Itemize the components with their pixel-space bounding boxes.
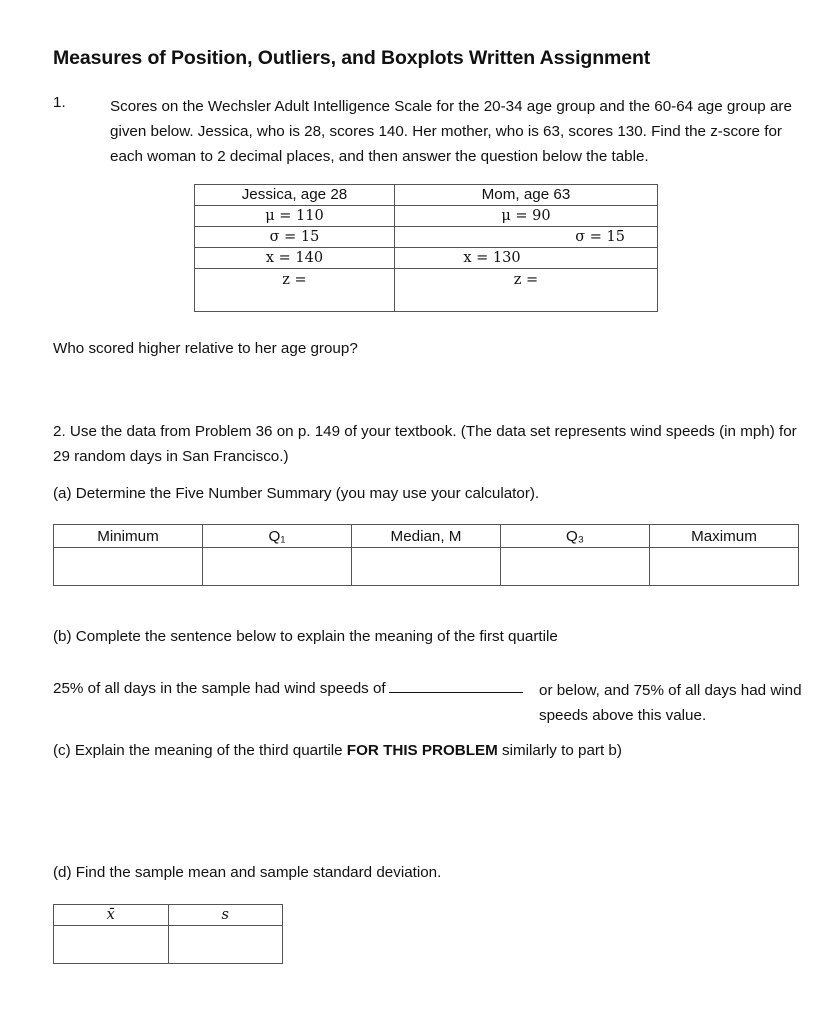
- maximum-answer-cell[interactable]: [650, 548, 799, 586]
- part-d-text: (d) Find the sample mean and sample standard deviation.: [53, 864, 442, 881]
- part-b-sentence-start: 25% of all days in the sample had wind speeds of: [53, 680, 386, 697]
- sample-sd-answer-cell[interactable]: [168, 926, 283, 964]
- q3-header: Q₃: [501, 525, 650, 548]
- jessica-zscore-cell[interactable]: z =: [195, 269, 395, 312]
- part-c-end: similarly to part b): [497, 742, 622, 759]
- median-answer-cell[interactable]: [352, 548, 501, 586]
- maximum-header: Maximum: [650, 525, 799, 548]
- page-title: Measures of Position, Outliers, and Boxplots Written Assignment: [53, 47, 651, 69]
- part-b-text: (b) Complete the sentence below to explain the meaning of the first quartile: [53, 628, 558, 645]
- mom-zscore-cell[interactable]: z =: [394, 269, 657, 312]
- sample-mean-header: x̄: [54, 905, 169, 926]
- part-c-text: [53, 742, 622, 759]
- mom-header: Mom, age 63: [394, 185, 657, 206]
- mean-sd-table: [53, 904, 283, 964]
- q1-header: Q₁: [203, 525, 352, 548]
- sample-mean-answer-cell[interactable]: [54, 926, 169, 964]
- part-a-text: (a) Determine the Five Number Summary (you may use your calculator).: [53, 485, 540, 502]
- question-1-number: 1.: [53, 94, 66, 111]
- jessica-score: x = 140: [195, 248, 395, 269]
- question-2-intro: 2. Use the data from Problem 36 on p. 149 of your textbook. (The data set represents wind speeds (in mph) for 29 random days in San Francisco.): [53, 423, 797, 465]
- part-b-sentence-end: or below, and 75% of all days had wind speeds above this value.: [539, 682, 802, 724]
- part-b-sentence-end-wrap: [539, 678, 809, 728]
- part-c-bold: FOR THIS PROBLEM: [346, 742, 498, 759]
- question-1-followup: Who scored higher relative to her age group?: [53, 340, 358, 357]
- jessica-sd: σ = 15: [195, 227, 395, 248]
- question-1-text: Scores on the Wechsler Adult Intelligence Scale for the 20-34 age group and the 60-64 age group are given below. Jessica, who is 28, scores 140. Her mother, who is 63, scores 130. Find the z-score for each woman to 2 decimal places, and then answer the question below the table.: [110, 98, 792, 165]
- mom-sd: σ = 15: [394, 227, 657, 248]
- minimum-answer-cell[interactable]: [54, 548, 203, 586]
- zscore-table: [194, 184, 658, 312]
- mom-score: x = 130: [394, 248, 657, 269]
- part-b-sentence: [53, 678, 526, 697]
- minimum-header: Minimum: [54, 525, 203, 548]
- five-number-summary-table: [53, 524, 799, 586]
- jessica-mean: μ = 110: [195, 206, 395, 227]
- q1-answer-cell[interactable]: [203, 548, 352, 586]
- q3-answer-cell[interactable]: [501, 548, 650, 586]
- part-b-answer-blank[interactable]: [389, 678, 523, 693]
- jessica-header: Jessica, age 28: [195, 185, 395, 206]
- mom-mean: μ = 90: [394, 206, 657, 227]
- median-header: Median, M: [352, 525, 501, 548]
- part-c-start: (c) Explain the meaning of the third quartile: [53, 742, 347, 759]
- sample-sd-header: s: [168, 905, 283, 926]
